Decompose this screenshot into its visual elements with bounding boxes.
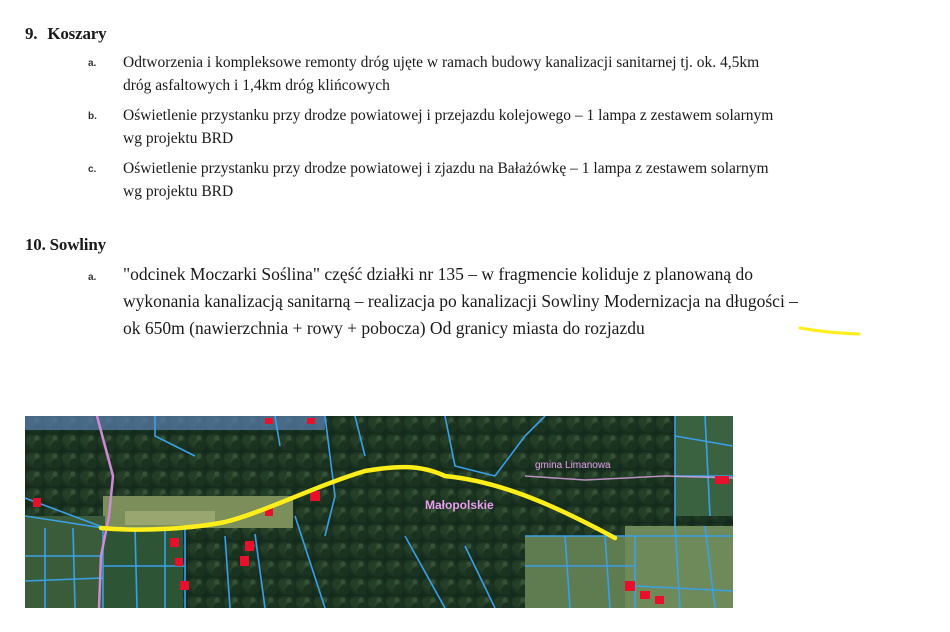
section-number: 9.: [25, 24, 38, 43]
list-item-text: [123, 51, 950, 97]
list-item: [88, 157, 948, 203]
field-area: [125, 511, 215, 525]
highlight-underline-mark: [798, 324, 862, 338]
map-label-region: Małopolskie: [425, 498, 494, 512]
text-line: Oświetlenie przystanku przy drodze powiatowej i zjazdu na Bałażówkę – 1 lampa z zestawem solarnym: [123, 160, 769, 177]
map-canvas: [25, 416, 733, 608]
list-item: [88, 51, 948, 97]
list-marker: a.: [88, 58, 97, 69]
satellite-map: [25, 416, 733, 608]
text-line: wykonania kanalizacją sanitarną – realizacja po kanalizacji Sowliny Modernizacja na długości –: [123, 291, 798, 311]
list-marker: c.: [88, 164, 97, 175]
field-area: [25, 516, 105, 608]
list-item-text: [123, 104, 950, 150]
map-label-gmina: gmina Limanowa: [535, 460, 611, 471]
text-line: Odtworzenia i kompleksowe remonty dróg ujęte w ramach budowy kanalizacji sanitarnej tj. ok. 4,5km: [123, 54, 760, 71]
section-title: Koszary: [47, 24, 107, 43]
text-line: wg projektu BRD: [123, 130, 234, 147]
section-number: 10.: [25, 235, 46, 254]
section-title: Sowliny: [49, 235, 106, 254]
list-item-text: [123, 157, 950, 203]
list-item: [88, 104, 948, 150]
section-heading-sowliny: [25, 235, 106, 255]
list-marker: b.: [88, 111, 97, 122]
text-line: ok 650m (nawierzchnia + rowy + pobocza) Od granicy miasta do rozjazdu: [123, 318, 645, 338]
text-line: wg projektu BRD: [123, 183, 234, 200]
text-line: dróg asfaltowych i 1,4km dróg klińcowych: [123, 77, 390, 94]
water-area: [25, 416, 325, 430]
field-area: [525, 536, 635, 608]
list-marker: a.: [88, 272, 97, 283]
text-line: "odcinek Moczarki Soślina" część działki nr 135 – w fragmencie koliduje z planowaną do: [123, 264, 753, 284]
section-heading-koszary: [25, 24, 106, 44]
field-area: [675, 416, 733, 516]
text-line: Oświetlenie przystanku przy drodze powiatowej i przejazdu kolejowego – 1 lampa z zestawem solarnym: [123, 107, 774, 124]
